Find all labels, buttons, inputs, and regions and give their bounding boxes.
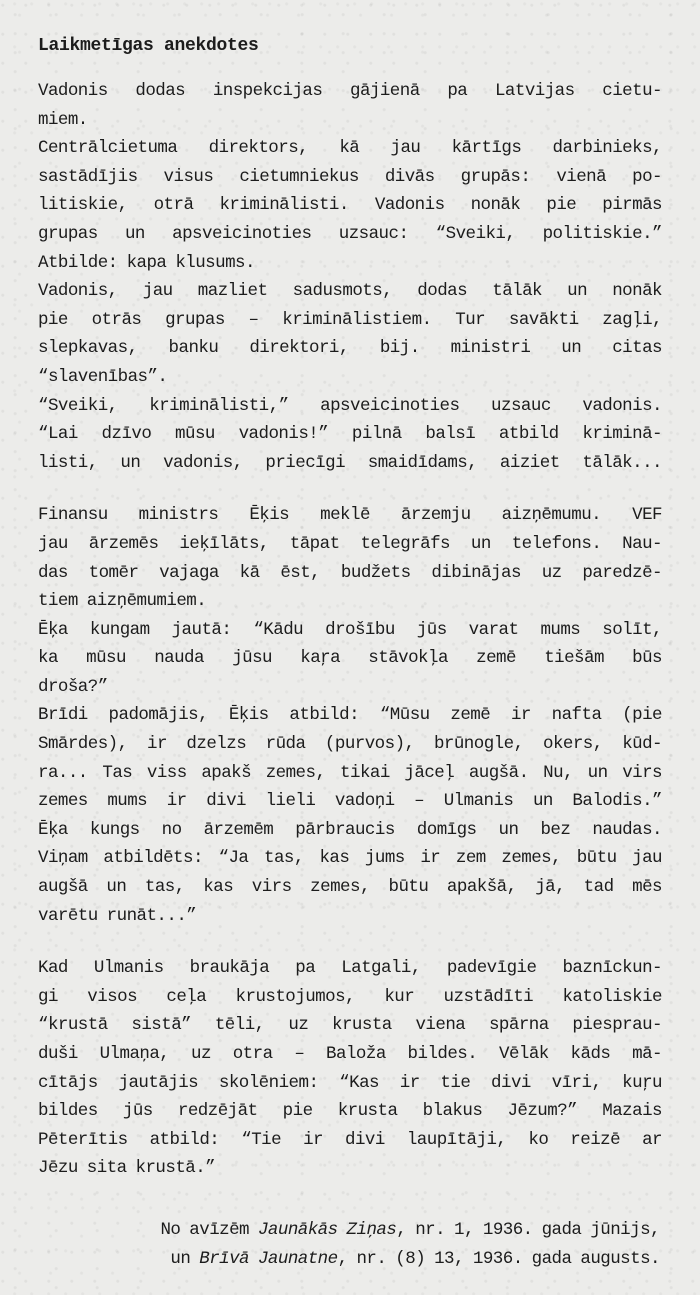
text-line: Vadonis dodas inspekcijas gājienā pa Latvijas cietu-: [38, 81, 662, 101]
text-line: “slavenības”.: [38, 366, 168, 387]
text-line: tiem aizņēmumiem.: [38, 591, 207, 612]
text-line: Centrālcietuma direktors, kā jau kārtīgs darbinieks,: [38, 138, 662, 159]
source-prefix: un: [170, 1248, 200, 1269]
newspaper-name: Jaunākās Ziņas: [257, 1220, 397, 1240]
text-line: Jēzu sita krustā.”: [38, 1158, 216, 1179]
text-line: listi, un vadonis, priecīgi smaidīdams, aiziet tālāk...: [38, 452, 662, 473]
text-line: slepkavas, banku direktori, bij. ministri un citas: [38, 338, 662, 359]
text-line: Ēķa kungam jautā: “Kādu drošību jūs varat mums solīt,: [38, 619, 662, 640]
page-title: Laikmetīgas anekdotes: [38, 36, 259, 56]
text-line: augšā un tas, kas virs zemes, būtu apakšā, jā, tad mēs: [38, 877, 662, 898]
text-line: ka mūsu nauda jūsu kaŗa stāvokļa zemē tiešām būs: [38, 648, 662, 669]
text-line: Ēķa kungs no ārzemēm pārbraucis domīgs un bez naudas.: [38, 819, 662, 840]
text-line: droša?”: [38, 676, 108, 697]
source-line-1: [160, 1216, 660, 1245]
text-line: ra... Tas viss apakš zemes, tikai jāceļ augšā. Nu, un virs: [38, 762, 662, 783]
text-line: Atbilde: kapa klusums.: [38, 252, 255, 273]
anecdote-3: [38, 954, 662, 1183]
text-line: “Lai dzīvo mūsu vadonis!” pilnā balsī atbild kriminā-: [38, 424, 662, 445]
text-line: cītājs jautājis skolēniem: “Kas ir tie divi vīri, kuŗu: [38, 1072, 662, 1093]
source-suffix: , nr. 1, 1936. gada jūnijs,: [396, 1220, 660, 1240]
text-line: zemes mums ir divi lieli vadoņi – Ulmanis un Balodis.”: [38, 791, 662, 812]
text-line: “krustā sistā” tēli, uz krusta viena spārna piesprau-: [38, 1015, 662, 1036]
text-line: pie otrās grupas – kriminālistiem. Tur savākti zagļi,: [38, 309, 662, 330]
newspaper-name: Brīvā Jaunatne: [199, 1248, 338, 1269]
text-line: grupas un apsveicinoties uzsauc: “Sveiki, politiskie.”: [38, 223, 662, 244]
text-line: das tomēr vajaga kā ēst, budžets dibinājas uz paredzē-: [38, 562, 662, 583]
text-line: sastādījis visus cietumniekus divās grupās: vienā po-: [38, 166, 662, 187]
text-line: Smārdes), ir dzelzs rūda (purvos), brūnogle, okers, kūd-: [38, 734, 662, 755]
text-line: Vadonis, jau mazliet sadusmots, dodas tālāk un nonāk: [38, 281, 662, 302]
text-line: litiskie, otrā kriminālisti. Vadonis nonāk pie pirmās: [38, 195, 662, 216]
text-line: varētu runāt...”: [38, 905, 197, 926]
text-line: Pēterītis atbild: “Tie ir divi laupītāji, ko reizē ar: [38, 1129, 662, 1150]
text-line: duši Ulmaņa, uz otra – Baloža bildes. Vēlāk kāds mā-: [38, 1044, 662, 1064]
source-line-2: [160, 1245, 660, 1274]
text-line: Viņam atbildēts: “Ja tas, kas jums ir zem zemes, būtu jau: [38, 848, 662, 869]
text-line: bildes jūs redzējāt pie krusta blakus Jēzum?” Mazais: [38, 1101, 662, 1122]
source-citation: [160, 1216, 660, 1273]
text-line: gi visos ceļa krustojumos, kur uzstādīti katoliskie: [38, 986, 662, 1007]
text-line: Brīdi padomājis, Ēķis atbild: “Mūsu zemē ir nafta (pie: [38, 705, 662, 726]
text-line: miem.: [38, 109, 88, 130]
source-suffix: , nr. (8) 13, 1936. gada augusts.: [337, 1248, 660, 1269]
source-prefix: No avīzēm: [160, 1220, 258, 1240]
text-line: Finansu ministrs Ēķis meklē ārzemju aizņēmumu. VEF: [38, 505, 662, 526]
anecdote-1: [38, 77, 662, 477]
anecdote-2: [38, 501, 662, 930]
text-line: “Sveiki, kriminālisti,” apsveicinoties uzsauc vadonis.: [38, 395, 662, 416]
text-line: jau ārzemēs ieķīlāts, tāpat telegrāfs un telefons. Nau-: [38, 533, 662, 554]
text-line: Kad Ulmanis braukāja pa Latgali, padevīgie baznīckun-: [38, 958, 662, 979]
